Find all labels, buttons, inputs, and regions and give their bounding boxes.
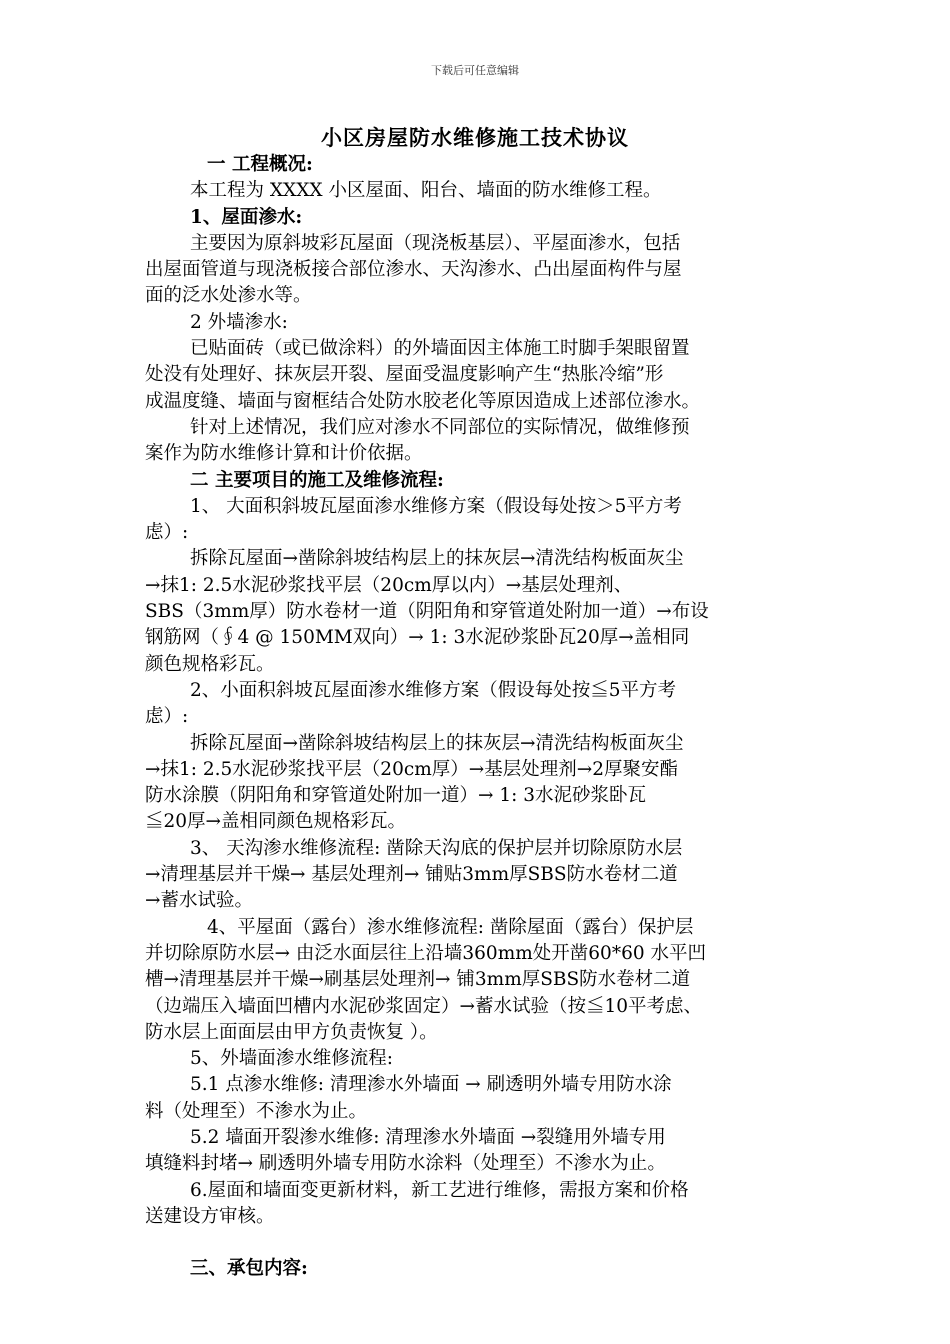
body-line: 5、外墙面渗水维修流程: — [190, 1048, 394, 1070]
body-line: 防水层上面面层由甲方负责恢复 ）。 — [145, 1021, 438, 1043]
body-line: 1、 大面积斜坡瓦屋面渗水维修方案（假设每处按＞5平方考 — [190, 495, 682, 517]
body-line: 虑）: — [145, 706, 189, 728]
body-line: SBS（3mm厚）防水卷材一道（阴阳角和穿管道处附加一道）→布设 — [145, 601, 709, 623]
body-line: 拆除瓦屋面→凿除斜坡结构层上的抹灰层→清洗结构板面灰尘 — [190, 732, 684, 754]
body-line: 并切除原防水层→ 由泛水面层往上沿墙360mm处开凿60*60 水平凹 — [145, 942, 706, 964]
paragraph-gap — [145, 1230, 815, 1256]
document-body — [145, 152, 815, 1282]
body-lines — [145, 152, 815, 1230]
document-title: 小区房屋防水维修施工技术协议 — [321, 125, 629, 150]
body-line: 本工程为 XXXX 小区屋面、阳台、墙面的防水维修工程。 — [190, 180, 662, 202]
body-line: 防水涂膜（阴阳角和穿管道处附加一道）→ 1: 3水泥砂浆卧瓦 — [145, 785, 647, 807]
body-line: 虑）: — [145, 522, 189, 544]
body-line: 主要因为原斜坡彩瓦屋面（现浇板基层）、平屋面渗水，包括 — [190, 232, 681, 254]
body-line: →抹1: 2.5水泥砂浆找平层（20cm厚）→基层处理剂→2厚聚安酯 — [145, 758, 679, 780]
body-line: 出屋面管道与现浇板接合部位渗水、天沟渗水、凸出屋面构件与屋 — [145, 259, 682, 281]
body-line: 5.2 墙面开裂渗水维修: 清理渗水外墙面 →裂缝用外墙专用 — [190, 1126, 666, 1148]
body-line: 二 主要项目的施工及维修流程: — [190, 469, 444, 491]
section-three-heading: 三、承包内容: — [190, 1258, 308, 1280]
body-line: →抹1: 2.5水泥砂浆找平层（20cm厚以内）→基层处理剂、 — [145, 574, 633, 596]
body-line: 2 外墙渗水: — [190, 311, 288, 333]
body-line: 槽→清理基层并干燥→刷基层处理剂→ 铺3mm厚SBS防水卷材二道 — [145, 969, 691, 991]
body-line: 颜色规格彩瓦。 — [145, 653, 275, 675]
body-line: ≦20厚→盖相同颜色规格彩瓦。 — [145, 811, 407, 833]
body-line: 6.屋面和墙面变更新材料，新工艺进行维修，需报方案和价格 — [190, 1179, 689, 1201]
body-line: 案作为防水维修计算和计价依据。 — [145, 443, 423, 465]
body-line: 面的泛水处渗水等。 — [145, 285, 312, 307]
body-line: 成温度缝、墙面与窗框结合处防水胶老化等原因造成上述部位渗水。 — [145, 390, 701, 412]
body-line: 拆除瓦屋面→凿除斜坡结构层上的抹灰层→清洗结构板面灰尘 — [190, 548, 684, 570]
body-line: →清理基层并干燥→ 基层处理剂→ 铺贴3mm厚SBS防水卷材二道 — [145, 864, 678, 886]
body-line: 4、平屋面（露台）渗水维修流程: 凿除屋面（露台）保护层 — [207, 916, 694, 938]
body-line: 送建设方审核。 — [145, 1205, 275, 1227]
body-line: 一 工程概况: — [207, 154, 313, 175]
body-line: 处没有处理好、抹灰层开裂、屋面受温度影响产生“热胀冷缩”形 — [145, 364, 664, 386]
body-line: 料（处理至）不渗水为止。 — [145, 1100, 368, 1122]
body-line: 3、 天沟渗水维修流程: 凿除天沟底的保护层并切除原防水层 — [190, 837, 683, 859]
body-line: 针对上述情况，我们应对渗水不同部位的实际情况，做维修预 — [190, 416, 690, 438]
header-note: 下载后可任意编辑 — [431, 64, 519, 77]
body-line: 已贴面砖（或已做涂料）的外墙面因主体施工时脚手架眼留置 — [190, 338, 690, 360]
body-line: 钢筋网（∮4 @ 150MM双向）→ 1: 3水泥砂浆卧瓦20厚→盖相同 — [145, 627, 690, 649]
body-line: （边端压入墙面凹槽内水泥砂浆固定）→蓄水试验（按≦10平考虑、 — [145, 995, 703, 1017]
body-line: →蓄水试验。 — [145, 890, 254, 912]
body-line: 1、屋面渗水: — [190, 206, 303, 228]
body-line: 填缝料封堵→ 刷透明外墙专用防水涂料（处理至）不渗水为止。 — [145, 1153, 666, 1175]
body-line: 5.1 点渗水维修: 清理渗水外墙面 → 刷透明外墙专用防水涂 — [190, 1074, 672, 1096]
body-line: 2、小面积斜坡瓦屋面渗水维修方案（假设每处按≦5平方考 — [190, 679, 677, 701]
